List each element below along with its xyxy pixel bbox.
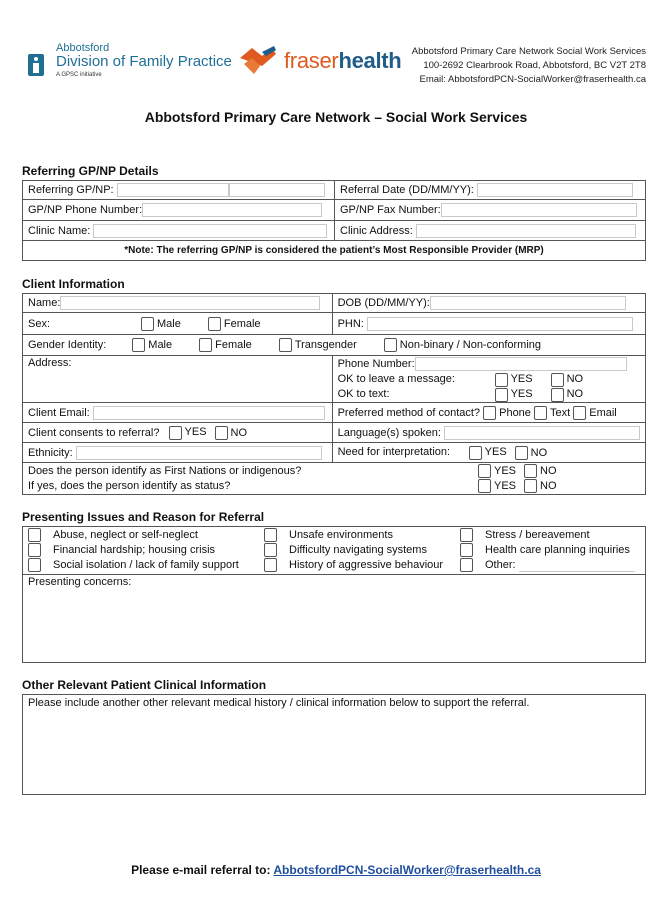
- first-nations-label: Does the person identify as First Nations or indigenous?: [28, 464, 302, 477]
- presenting-heading: Presenting Issues and Reason for Referral: [22, 510, 265, 524]
- issue-other-label: Other:: [485, 559, 516, 571]
- status-yes-label: YES: [494, 479, 517, 492]
- ok-message-yes-checkbox[interactable]: [495, 373, 508, 387]
- clinic-address-field[interactable]: [416, 224, 636, 238]
- issue-aggressive-checkbox[interactable]: [264, 558, 277, 572]
- issue-other-field[interactable]: [519, 559, 635, 572]
- issue-abuse-checkbox[interactable]: [28, 528, 41, 542]
- client-email-field[interactable]: [93, 406, 325, 420]
- referral-date-field[interactable]: [477, 183, 633, 197]
- consent-no-checkbox[interactable]: [215, 426, 228, 440]
- clinic-name-field[interactable]: [93, 224, 327, 238]
- division-logo-main: Division of Family Practice: [56, 53, 232, 70]
- division-logo: [28, 42, 232, 82]
- gender-female-checkbox[interactable]: [199, 338, 212, 352]
- consent-no-label: NO: [230, 426, 248, 439]
- interpretation-label: Need for interpretation:: [337, 446, 451, 459]
- issue-financial-label: Financial hardship; housing crisis: [53, 544, 216, 556]
- client-table: [22, 293, 646, 495]
- ok-message-no-label: NO: [566, 373, 584, 385]
- issue-isolation-label: Social isolation / lack of family support: [53, 559, 239, 571]
- name-field[interactable]: [60, 296, 320, 310]
- ok-text-no-label: NO: [566, 388, 584, 400]
- interp-no-checkbox[interactable]: [515, 446, 528, 460]
- contact-text-label: Text: [549, 406, 571, 419]
- gp-phone-label: GP/NP Phone Number:: [28, 203, 143, 216]
- gp-field-2[interactable]: [229, 183, 325, 197]
- phn-field[interactable]: [367, 317, 633, 331]
- issue-aggressive-label: History of aggressive behaviour: [289, 559, 444, 571]
- issue-navigating-checkbox[interactable]: [264, 543, 277, 557]
- fn-no-checkbox[interactable]: [524, 464, 537, 478]
- dob-label: DOB (DD/MM/YY):: [337, 296, 430, 309]
- ok-message-label: OK to leave a message:: [337, 373, 455, 385]
- address-label: Address:: [28, 357, 72, 369]
- contact-phone-label: Phone: [499, 406, 531, 419]
- issue-unsafe-label: Unsafe environments: [289, 529, 393, 541]
- status-no-label: NO: [540, 479, 557, 492]
- presenting-concerns-label: Presenting concerns:: [28, 576, 132, 588]
- gender-label: Gender Identity:: [28, 338, 107, 351]
- issue-isolation-checkbox[interactable]: [28, 558, 41, 572]
- interp-yes-checkbox[interactable]: [469, 446, 482, 460]
- gender-transgender-label: Transgender: [294, 338, 357, 351]
- issue-stress-checkbox[interactable]: [460, 528, 473, 542]
- gp-fax-label: GP/NP Fax Number:: [340, 203, 441, 216]
- referring-heading: Referring GP/NP Details: [22, 164, 159, 178]
- footer-email-line: [0, 863, 672, 877]
- language-label: Language(s) spoken:: [337, 426, 441, 439]
- fn-yes-label: YES: [494, 464, 517, 477]
- gender-nonbinary-checkbox[interactable]: [384, 338, 397, 352]
- ok-text-no-checkbox[interactable]: [551, 388, 564, 402]
- status-yes-checkbox[interactable]: [478, 479, 491, 493]
- ethnicity-field[interactable]: [76, 446, 322, 460]
- division-logo-sub: A GPSC initiative: [56, 72, 102, 78]
- gp-fax-field[interactable]: [441, 203, 637, 217]
- ok-text-yes-label: YES: [510, 388, 533, 400]
- client-email-label: Client Email:: [28, 406, 90, 419]
- sex-label: Sex:: [28, 317, 51, 330]
- contact-text-checkbox[interactable]: [534, 406, 547, 420]
- referring-table: [22, 180, 646, 261]
- gender-nonbinary-label: Non-binary / Non-conforming: [399, 338, 542, 351]
- gender-male-label: Male: [148, 338, 173, 351]
- footer-prefix: Please e-mail referral to:: [131, 863, 274, 877]
- address-line-1: Abbotsford Primary Care Network Social Work Services: [411, 46, 646, 57]
- ok-text-yes-checkbox[interactable]: [495, 388, 508, 402]
- consent-yes-label: YES: [184, 426, 207, 439]
- phn-label: PHN:: [337, 317, 364, 330]
- header-address: [412, 45, 646, 87]
- presenting-table: [22, 526, 646, 663]
- ethnicity-label: Ethnicity:: [28, 446, 73, 459]
- status-label: If yes, does the person identify as status?: [28, 479, 231, 492]
- division-logo-icon: [28, 54, 44, 76]
- interp-yes-label: YES: [484, 446, 507, 459]
- gender-male-checkbox[interactable]: [132, 338, 145, 352]
- ok-message-no-checkbox[interactable]: [551, 373, 564, 387]
- issue-planning-label: Health care planning inquiries: [485, 544, 630, 556]
- issue-navigating-label: Difficulty navigating systems: [289, 544, 427, 556]
- preferred-contact-label: Preferred method of contact?: [337, 406, 481, 419]
- client-heading: Client Information: [22, 277, 125, 291]
- clinic-name-label: Clinic Name:: [28, 224, 91, 237]
- issue-abuse-label: Abuse, neglect or self-neglect: [53, 529, 198, 541]
- gp-label: Referring GP/NP:: [28, 183, 114, 196]
- sex-male-label: Male: [157, 317, 181, 330]
- gp-field[interactable]: [117, 183, 229, 197]
- contact-phone-checkbox[interactable]: [483, 406, 496, 420]
- gender-female-label: Female: [215, 338, 252, 351]
- contact-email-checkbox[interactable]: [573, 406, 586, 420]
- issue-other-checkbox[interactable]: [460, 558, 473, 572]
- consent-yes-checkbox[interactable]: [169, 426, 182, 440]
- ok-message-yes-label: YES: [510, 373, 533, 385]
- language-field[interactable]: [444, 426, 640, 440]
- gp-phone-field[interactable]: [142, 203, 322, 217]
- ok-text-label: OK to text:: [337, 388, 390, 400]
- issue-planning-checkbox[interactable]: [460, 543, 473, 557]
- fn-no-label: NO: [540, 464, 557, 477]
- consent-label: Client consents to referral?: [28, 426, 160, 439]
- clinical-instruction: Please include another other relevant medical history / clinical information below to support the referral.: [28, 697, 530, 709]
- sex-male-checkbox[interactable]: [141, 317, 154, 331]
- phone-field[interactable]: [415, 357, 627, 371]
- dob-field[interactable]: [430, 296, 626, 310]
- fraser-health-logo-icon: [238, 44, 278, 76]
- gender-transgender-checkbox[interactable]: [279, 338, 292, 352]
- clinic-address-label: Clinic Address:: [340, 224, 413, 237]
- fraser-health-wordmark: fraserhealth: [284, 48, 402, 73]
- address-line-2: 100-2692 Clearbrook Road, Abbotsford, BC V2T 2T8: [423, 60, 646, 71]
- status-no-checkbox[interactable]: [524, 479, 537, 493]
- clinical-heading: Other Relevant Patient Clinical Information: [22, 678, 267, 692]
- mrp-note: *Note: The referring GP/NP is considered the patient’s Most Responsible Provider (MRP): [23, 241, 646, 261]
- division-logo-top: Abbotsford: [56, 42, 110, 54]
- issue-unsafe-checkbox[interactable]: [264, 528, 277, 542]
- phone-label: Phone Number:: [337, 358, 415, 370]
- referral-date-label: Referral Date (DD/MM/YY):: [340, 183, 474, 196]
- clinical-table: [22, 694, 646, 795]
- address-line-3: Email: AbbotsfordPCN-SocialWorker@fraserhealth.ca: [419, 74, 646, 85]
- fraser-health-logo: [238, 44, 402, 80]
- page-title: Abbotsford Primary Care Network – Social Work Services: [144, 109, 528, 125]
- issue-financial-checkbox[interactable]: [28, 543, 41, 557]
- contact-email-label: Email: [589, 406, 617, 419]
- interp-no-label: NO: [530, 446, 548, 459]
- footer-email-link[interactable]: AbbotsfordPCN-SocialWorker@fraserhealth.ca: [273, 863, 541, 877]
- sex-female-checkbox[interactable]: [208, 317, 221, 331]
- sex-female-label: Female: [223, 317, 261, 330]
- issue-stress-label: Stress / bereavement: [485, 529, 590, 541]
- fn-yes-checkbox[interactable]: [478, 464, 491, 478]
- name-label: Name:: [28, 296, 61, 309]
